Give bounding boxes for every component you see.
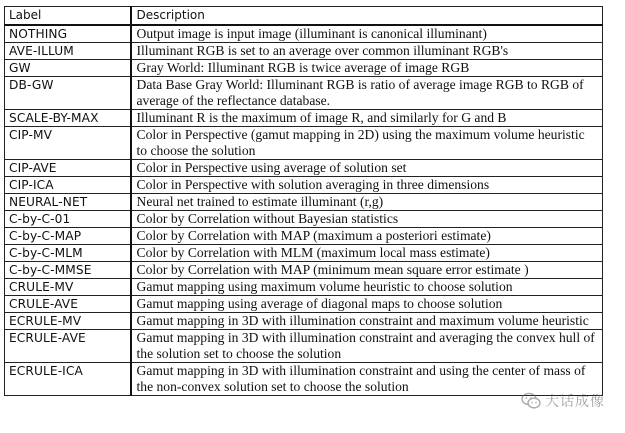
column-header-description: Description <box>131 7 603 26</box>
row-description-cell: Neural net trained to estimate illuminant (r,g) <box>131 194 603 211</box>
row-label-cell: SCALE-BY-MAX <box>5 110 131 127</box>
row-label-cell: ECRULE-MV <box>5 313 131 330</box>
table-row <box>5 127 603 160</box>
row-label-cell: CIP-AVE <box>5 160 131 177</box>
table-row <box>5 194 603 211</box>
row-label-cell: C-by-C-MAP <box>5 228 131 245</box>
row-description-cell: Color in Perspective (gamut mapping in 2D) using the maximum volume heuristic to choose the solution <box>131 127 603 160</box>
row-description-cell: Data Base Gray World: Illuminant RGB is ratio of average image RGB to RGB of average of the reflectance database. <box>131 77 603 110</box>
row-description-cell: Color in Perspective using average of solution set <box>131 160 603 177</box>
row-description-cell: Output image is input image (illuminant is canonical illuminant) <box>131 25 603 43</box>
watermark-text: 大话成像 <box>545 394 605 410</box>
row-label-cell: CRULE-AVE <box>5 296 131 313</box>
table-row <box>5 363 603 396</box>
table-row <box>5 313 603 330</box>
table-row <box>5 77 603 110</box>
row-description-cell: Gamut mapping in 3D with illumination constraint and using the center of mass of the non-convex solution set to choose the solution <box>131 363 603 396</box>
row-description-cell: Color by Correlation with MAP (maximum a posteriori estimate) <box>131 228 603 245</box>
algorithm-table-container <box>4 6 602 396</box>
row-label-cell: NOTHING <box>5 25 131 43</box>
row-label-cell: DB-GW <box>5 77 131 110</box>
row-label-cell: ECRULE-ICA <box>5 363 131 396</box>
row-label-cell: NEURAL-NET <box>5 194 131 211</box>
table-row <box>5 245 603 262</box>
row-label-cell: GW <box>5 60 131 77</box>
row-description-cell: Gray World: Illuminant RGB is twice average of image RGB <box>131 60 603 77</box>
row-description-cell: Gamut mapping in 3D with illumination constraint and averaging the convex hull of the solution set to choose the solution <box>131 330 603 363</box>
table-row <box>5 330 603 363</box>
row-description-cell: Gamut mapping using average of diagonal maps to choose solution <box>131 296 603 313</box>
table-body <box>5 25 603 396</box>
table-row <box>5 262 603 279</box>
row-label-cell: AVE-ILLUM <box>5 43 131 60</box>
row-label-cell: CIP-MV <box>5 127 131 160</box>
row-description-cell: Illuminant RGB is set to an average over common illuminant RGB's <box>131 43 603 60</box>
row-description-cell: Color by Correlation without Bayesian statistics <box>131 211 603 228</box>
row-description-cell: Gamut mapping using maximum volume heuristic to choose solution <box>131 279 603 296</box>
row-description-cell: Color in Perspective with solution averaging in three dimensions <box>131 177 603 194</box>
row-description-cell: Color by Correlation with MLM (maximum local mass estimate) <box>131 245 603 262</box>
table-row <box>5 211 603 228</box>
row-description-cell: Color by Correlation with MAP (minimum mean square error estimate ) <box>131 262 603 279</box>
table-row <box>5 177 603 194</box>
table-row <box>5 110 603 127</box>
row-label-cell: ECRULE-AVE <box>5 330 131 363</box>
column-header-label: Label <box>5 7 131 26</box>
table-row <box>5 279 603 296</box>
row-description-cell: Gamut mapping in 3D with illumination constraint and maximum volume heuristic <box>131 313 603 330</box>
algorithm-table <box>4 6 603 396</box>
table-row <box>5 296 603 313</box>
row-label-cell: CIP-ICA <box>5 177 131 194</box>
row-label-cell: C-by-C-01 <box>5 211 131 228</box>
table-header-row <box>5 7 603 26</box>
row-label-cell: CRULE-MV <box>5 279 131 296</box>
table-row <box>5 25 603 43</box>
table-row <box>5 160 603 177</box>
row-label-cell: C-by-C-MMSE <box>5 262 131 279</box>
row-label-cell: C-by-C-MLM <box>5 245 131 262</box>
table-row <box>5 60 603 77</box>
table-row <box>5 43 603 60</box>
row-description-cell: Illuminant R is the maximum of image R, and similarly for G and B <box>131 110 603 127</box>
table-row <box>5 228 603 245</box>
